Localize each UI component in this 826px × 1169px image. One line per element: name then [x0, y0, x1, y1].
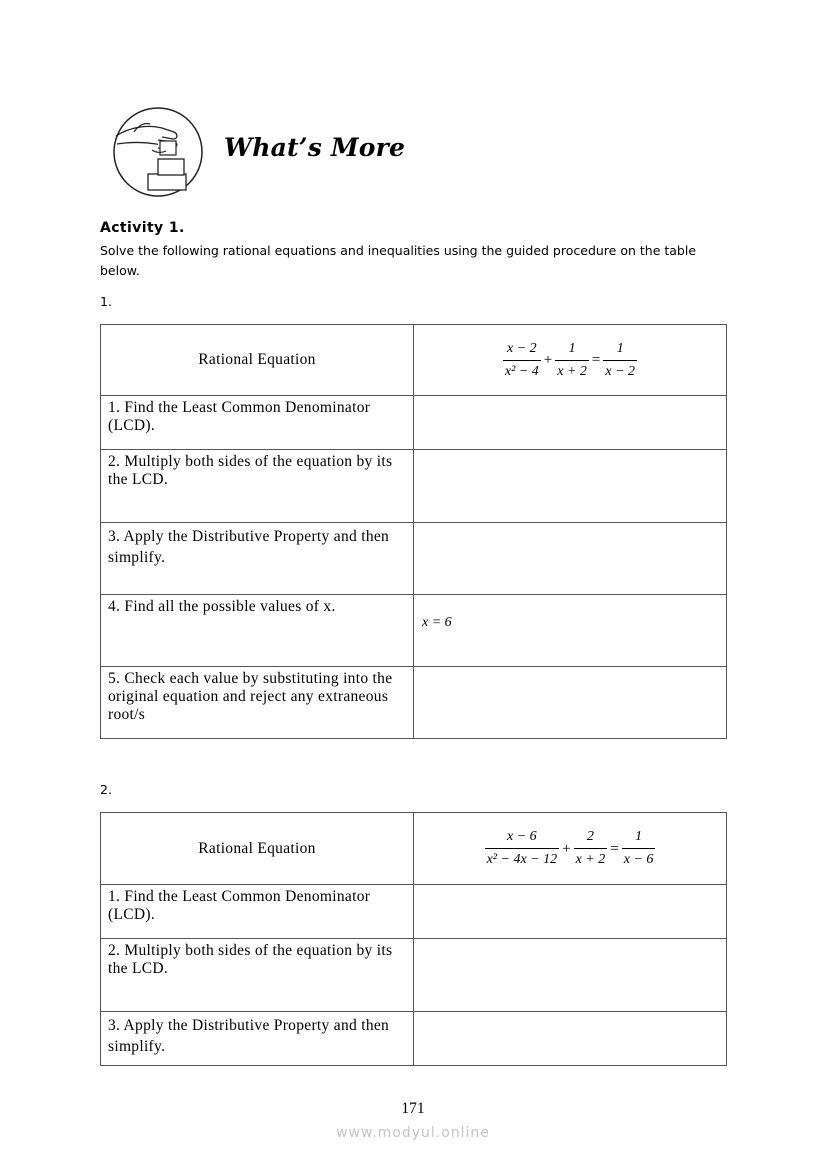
activity-title: Activity 1. [100, 220, 185, 236]
step-label: 1. Find the Least Common Denominator (LCD). [101, 885, 414, 939]
step-label: 5. Check each value by substituting into the original equation and reject any extraneous root/s [101, 667, 414, 739]
table-row [101, 1012, 727, 1066]
table-header-row [101, 325, 727, 396]
equation-term: $\frac{x - 6}{\text{x² − 4x − 12}}$ [486, 829, 558, 867]
rational-equation: $\frac{x - 2}{\text{x² − 4}}$ + $\frac{1}{x + 2}$ = $\frac{1}{x - 2}$ [414, 325, 727, 396]
rational-equation-label: Rational Equation [101, 325, 414, 396]
equation-term: $\frac{1}{x + 2}$ [557, 340, 587, 379]
problem-number: 1. [100, 294, 112, 309]
answer-cell[interactable] [414, 885, 727, 939]
equation-term: $\frac{1}{x - 2}$ [605, 340, 636, 379]
answer-cell[interactable] [414, 595, 727, 667]
step-label: 2. Multiply both sides of the equation by its the LCD. [101, 450, 414, 523]
answer-cell[interactable] [414, 1012, 727, 1066]
answer-cell[interactable] [414, 396, 727, 450]
page-number: 171 [401, 1100, 425, 1117]
step-label: 3. Apply the Distributive Property and then simplify. [101, 1012, 414, 1066]
step-label: 1. Find the Least Common Denominator (LCD). [101, 396, 414, 450]
table-row [101, 523, 727, 595]
watermark: www.modyul.online [336, 1125, 490, 1141]
equation-term: $\frac{2}{x + 2}$ [575, 829, 606, 867]
table-row [101, 939, 727, 1012]
equation-term: $\frac{1}{x - 6}$ [623, 829, 654, 867]
section-title: What’s More [224, 133, 406, 162]
guided-procedure-table [100, 324, 727, 739]
answer-value: x = 6 [422, 615, 452, 630]
table-row [101, 667, 727, 739]
table-row [101, 450, 727, 523]
table-row [101, 396, 727, 450]
guided-procedure-table [100, 812, 727, 1066]
answer-cell[interactable] [414, 523, 727, 595]
problem-number: 2. [100, 782, 112, 797]
step-label: 3. Apply the Distributive Property and then simplify. [101, 523, 414, 595]
answer-cell[interactable] [414, 450, 727, 523]
answer-cell[interactable] [414, 939, 727, 1012]
rational-equation-label: Rational Equation [101, 813, 414, 885]
step-label: 2. Multiply both sides of the equation by its the LCD. [101, 939, 414, 1012]
step-label: 4. Find all the possible values of x. [101, 595, 414, 667]
rational-equation: $\frac{x - 6}{\text{x² − 4x − 12}}$ + $\frac{2}{x + 2}$ = $\frac{1}{x - 6}$ [414, 813, 727, 885]
table-header-row [101, 813, 727, 885]
answer-cell[interactable] [414, 667, 727, 739]
hands-stacking-blocks-icon [112, 106, 204, 198]
table-row [101, 885, 727, 939]
equation-term: $\frac{x - 2}{\text{x² − 4}}$ [504, 340, 539, 379]
table-row [101, 595, 727, 667]
activity-instructions: Solve the following rational equations and inequalities using the guided procedure on the table below. [100, 243, 697, 278]
